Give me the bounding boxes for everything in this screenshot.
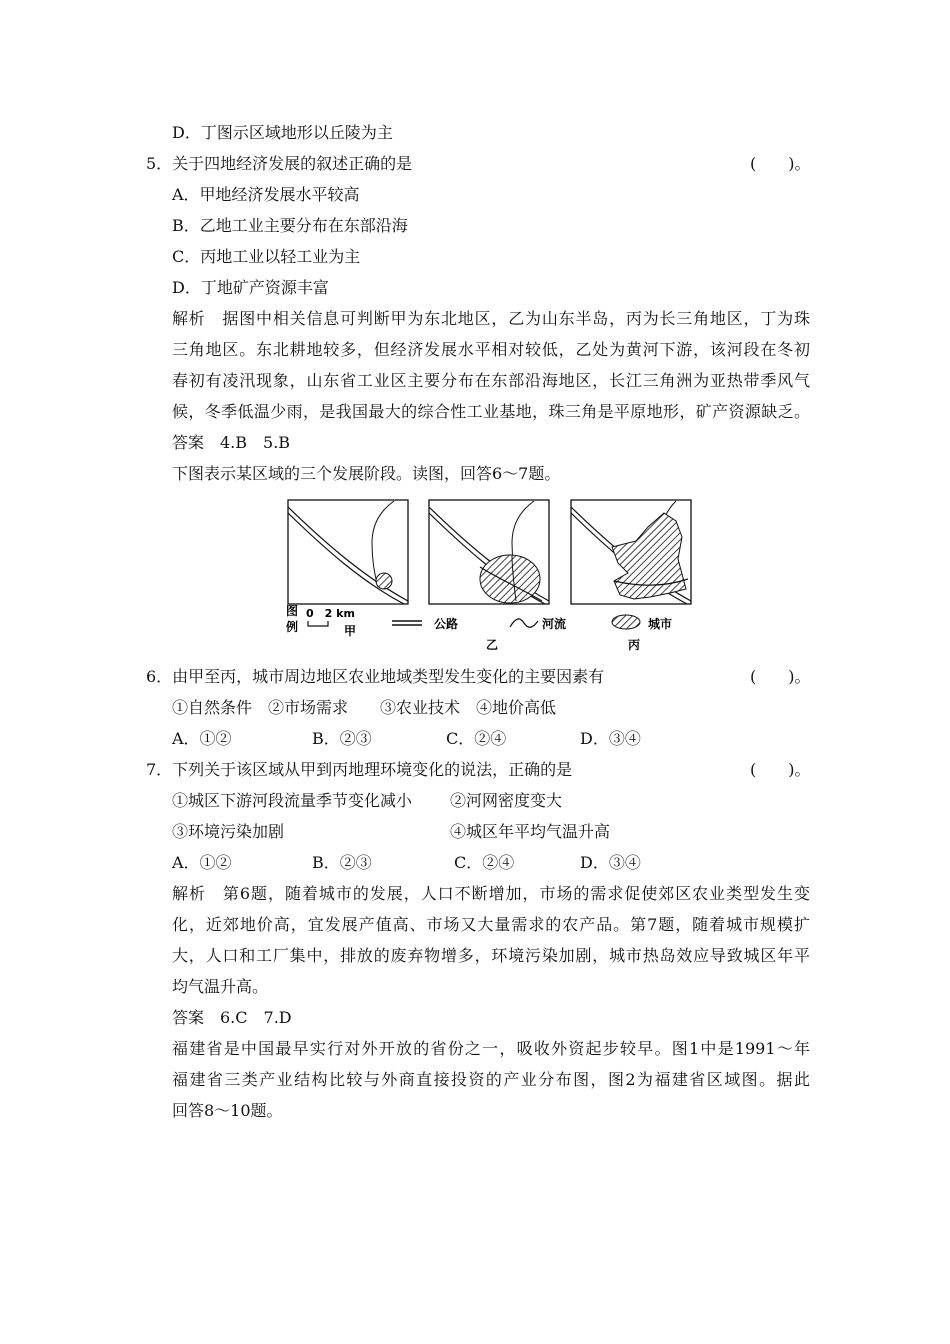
q7-option-a: A．①② <box>172 853 232 872</box>
panel-label-jia: 甲 <box>344 624 357 638</box>
legend-road-label: 公路 <box>434 617 459 631</box>
legend-label: 图 <box>286 604 299 618</box>
q6-option-b: B．②③ <box>312 729 372 748</box>
q7-item-4: ④城区年平均气温升高 <box>450 822 611 841</box>
development-stages-figure <box>284 497 694 655</box>
analysis-45-line: 三角地区。东北耕地较多，但经济发展水平相对较低，乙处为黄河下游，该河段在冬初 <box>172 340 810 359</box>
q7-item-1: ①城区下游河段流量季节变化减小 <box>172 791 413 810</box>
scale-bar <box>308 621 328 626</box>
analysis-45-line: 候，冬季低温少雨，是我国最大的综合性工业基地，珠三角是平原地形，矿产资源缺乏。 <box>172 402 810 421</box>
panel-label-yi: 乙 <box>486 638 499 652</box>
scale-text: 0 2 km <box>306 607 355 620</box>
analysis-67-line: 大，人口和工厂集中，排放的废弃物增多，环境污染加剧，城市热岛效应导致城区年平 <box>172 946 810 965</box>
intro-810-line: 福建省是中国最早实行对外开放的省份之一，吸收外资起步较早。图1中是1991～年 <box>172 1039 810 1058</box>
q5-option-c: C．丙地工业以轻工业为主 <box>172 247 361 266</box>
answer-45: 答案 4.B 5.B <box>172 433 291 452</box>
analysis-67-line: 均气温升高。 <box>172 977 269 996</box>
q7-option-b: B．②③ <box>312 853 372 872</box>
q5-answer-blank: ( )。 <box>750 154 811 173</box>
intro-67: 下图表示某区域的三个发展阶段。读图，回答6～7题。 <box>172 464 561 483</box>
q5-option-d: D．丁地矿产资源丰富 <box>172 278 329 297</box>
panel-label-bing: 丙 <box>628 638 641 652</box>
q5-option-a: A．甲地经济发展水平较高 <box>172 185 360 204</box>
figure-legend <box>286 604 672 652</box>
legend-city-symbol <box>612 615 640 629</box>
panel-bing <box>571 500 691 604</box>
intro-810-line: 福建省三类产业结构比较与外商直接投资的产业分布图，图2为福建省区域图。据此 <box>172 1070 810 1089</box>
q6-answer-blank: ( )。 <box>750 667 811 686</box>
panel-bing-city <box>612 513 686 599</box>
q7-stem: 7．下列关于该区域从甲到丙地理环境变化的说法，正确的是 <box>146 760 573 779</box>
q5-option-b: B．乙地工业主要分布在东部沿海 <box>172 216 408 235</box>
legend-river-label: 河流 <box>542 617 567 631</box>
legend-label: 例 <box>286 620 299 634</box>
panel-jia-city <box>376 573 392 589</box>
intro-810-line: 回答8～10题。 <box>172 1101 283 1120</box>
legend-river-symbol <box>510 619 538 627</box>
q7-option-d: D．③④ <box>580 853 641 872</box>
analysis-67-line: 化，近郊地价高，宜发展产值高、市场又大量需求的农产品。第7题，随着城市规模扩 <box>172 915 810 934</box>
analysis-67-line: 解析 第6题，随着城市的发展，人口不断增加，市场的需求促使郊区农业类型发生变 <box>172 884 810 903</box>
q6-stem: 6．由甲至丙，城市周边地区农业地域类型发生变化的主要因素有 <box>146 667 605 686</box>
q7-item-2: ②河网密度变大 <box>450 791 563 810</box>
legend-city-label: 城市 <box>648 617 673 631</box>
q7-item-3: ③环境污染加剧 <box>172 822 285 841</box>
q6-option-c: C．②④ <box>446 729 507 748</box>
prev-option-d: D．丁图示区域地形以丘陵为主 <box>172 123 393 142</box>
q6-items: ①自然条件 ②市场需求 ③农业技术 ④地价高低 <box>172 698 557 717</box>
answer-67: 答案 6.C 7.D <box>172 1008 292 1027</box>
panel-jia-frame <box>288 500 408 604</box>
panel-yi-city <box>480 555 540 603</box>
q6-option-d: D．③④ <box>580 729 641 748</box>
panel-jia <box>288 500 408 604</box>
q5-stem: 5．关于四地经济发展的叙述正确的是 <box>146 154 413 173</box>
analysis-45-line: 解析 据图中相关信息可判断甲为东北地区，乙为山东半岛，丙为长三角地区，丁为珠 <box>172 309 810 328</box>
panel-yi <box>429 500 549 604</box>
analysis-45-line: 春初有凌汛现象，山东省工业区主要分布在东部沿海地区，长江三角洲为亚热带季风气 <box>172 371 810 390</box>
q6-option-a: A．①② <box>172 729 232 748</box>
q7-option-c: C．②④ <box>454 853 515 872</box>
q7-answer-blank: ( )。 <box>750 760 811 779</box>
